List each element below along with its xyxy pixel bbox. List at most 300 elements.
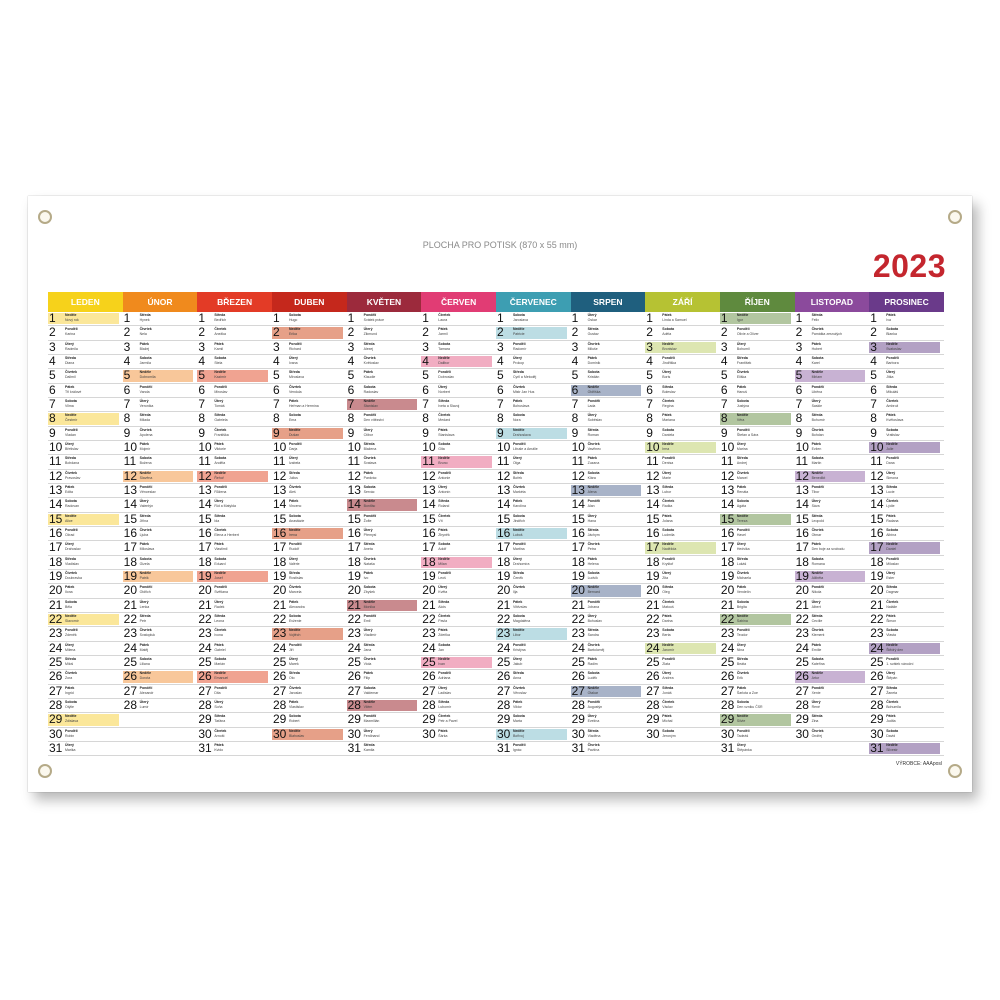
weekday-label: Pondělí [811,585,825,590]
weekday-label: Úterý [811,499,821,504]
weekday-label: Sobota [662,527,675,532]
day-number: 19 [496,569,511,583]
weekday-label: Neděle [736,613,749,618]
weekday-label: Středa [363,742,375,747]
weekday-label: Středa [811,613,823,618]
day-number: 1 [123,312,131,325]
day-row [421,498,496,512]
name-day-label: Petra [587,547,596,552]
weekday-label: Úterý [139,398,149,403]
day-row [869,670,944,684]
day-row [48,742,123,756]
weekday-label: Čtvrtek [662,699,675,704]
name-day-label: Jana [363,647,372,652]
day-number: 5 [198,369,205,383]
weekday-label: Středa [288,671,300,676]
day-row [197,498,272,512]
day-number: 31 [347,741,361,755]
day-number: 15 [795,512,809,526]
day-row [795,341,870,355]
day-row [645,685,720,699]
day-number: 23 [49,627,63,641]
name-day-label: Božena [139,461,152,466]
day-row [720,312,795,326]
day-number: 13 [646,483,660,497]
day-row [421,728,496,742]
day-row [795,728,870,742]
day-row [571,369,646,383]
day-number: 26 [646,670,660,684]
weekday-label: Neděle [139,370,152,375]
day-row [571,541,646,555]
day-number: 25 [720,655,735,669]
name-day-label: Silvestr [886,747,898,752]
day-row [197,728,272,742]
name-day-label: Kateřina [811,661,825,666]
name-day-label: Lenka [139,604,150,609]
weekday-label: Pondělí [363,714,377,719]
weekday-label: Sobota [512,513,525,518]
weekday-label: Středa [288,370,300,375]
weekday-label: Sobota [288,714,301,719]
name-day-label: Alice [65,518,73,523]
day-number: 15 [571,512,585,526]
weekday-label: Sobota [512,413,525,418]
day-row [645,699,720,713]
name-day-label: Antonie [438,475,451,480]
weekday-label: Sobota [363,685,376,690]
weekday-label: Čtvrtek [65,671,78,676]
name-day-label: Olivie a Oliver [736,332,759,337]
day-number: 7 [795,397,803,411]
name-day-label: Vladěna [587,733,601,738]
weekday-label: Středa [438,699,450,704]
day-row [645,398,720,412]
day-number: 6 [646,383,653,397]
day-number: 7 [49,397,56,411]
weekday-label: Pátek [886,413,896,418]
weekday-label: Pátek [736,484,747,489]
day-row [795,312,870,326]
month-column-5 [421,292,496,756]
day-number: 28 [198,698,212,712]
weekday-label: Úterý [363,527,373,532]
weekday-label: Pátek [438,527,448,532]
day-number: 20 [795,584,809,598]
weekday-label: Neděle [736,714,749,719]
day-number: 25 [347,655,361,669]
day-number: 17 [347,541,361,555]
day-row [421,656,496,670]
weekday-label: Úterý [512,556,522,561]
day-number: 12 [870,469,884,483]
weekday-label: Úterý [214,398,224,403]
name-day-label: Růžena [214,489,227,494]
day-number: 25 [49,655,63,669]
name-day-label: Aleš [288,489,296,494]
weekday-label: Úterý [65,542,74,547]
day-row [571,642,646,656]
day-row [496,627,571,641]
name-day-label: Natálie [886,604,898,609]
name-day-label: Igor [736,318,743,322]
day-row [272,713,347,727]
name-day-label: Mojmír [139,446,151,451]
day-row [272,470,347,484]
day-number: 11 [646,455,659,469]
day-row [869,742,944,756]
name-day-label: Zikmund [363,332,378,337]
day-number: 4 [272,354,280,368]
day-number: 15 [347,512,361,526]
name-day-label: Tamara [438,346,450,351]
name-day-label: Eduard [214,561,226,566]
day-row [795,384,870,398]
name-day-label: Hubert [811,346,823,351]
day-number: 5 [720,369,728,383]
day-number: 2 [123,326,131,340]
name-day-label: Naděžda [662,547,677,552]
day-row [869,699,944,713]
weekday-label: Neděle [139,570,152,575]
day-number: 13 [795,483,809,497]
weekday-label: Úterý [662,370,672,375]
weekday-label: Čtvrtek [512,585,525,590]
day-number: 9 [49,426,56,440]
name-day-label: Emil [363,618,371,623]
name-day-label: Klement [811,633,825,638]
weekday-label: Čtvrtek [587,742,600,747]
sunday-highlight [645,342,716,353]
day-number: 21 [496,598,511,612]
day-row [421,584,496,598]
name-day-label: Václav [662,704,673,709]
day-row [571,670,646,684]
day-number: 5 [795,369,803,383]
day-number: 30 [870,727,884,741]
day-number: 5 [646,369,653,383]
day-row [197,642,272,656]
day-number: 10 [571,440,585,454]
day-number: 20 [571,584,585,598]
day-row [645,556,720,570]
day-row [720,369,795,383]
day-number: 15 [646,512,660,526]
sunday-highlight [720,413,791,424]
name-day-label: Jaroslav [288,690,303,695]
weekday-label: Pondělí [587,398,601,403]
name-day-label: Gita [438,446,445,451]
day-row [48,613,123,627]
day-row [347,441,422,455]
name-day-label: Radka [662,504,673,509]
name-day-label: Ferdinand [363,733,380,738]
weekday-label: Pátek [811,341,821,346]
weekday-label: Sobota [662,628,675,633]
weekday-label: Sobota [65,699,77,704]
month-header: LISTOPAD [795,292,870,312]
day-number: 28 [496,698,511,712]
day-number: 20 [198,584,212,598]
weekday-label: Sobota [662,728,675,733]
day-row [48,398,123,412]
day-number: 27 [422,684,436,698]
day-row [795,713,870,727]
name-day-label: Valentýn [139,504,154,509]
day-number: 10 [422,440,436,454]
month-column-10 [795,292,870,756]
day-number: 24 [720,641,735,655]
day-number: 6 [49,383,56,397]
day-number: 6 [870,383,877,397]
day-row [571,455,646,469]
name-day-label: Boris [662,375,671,380]
weekday-label: Čtvrtek [438,313,451,317]
day-number: 22 [123,612,138,626]
weekday-label: Neděle [288,527,301,532]
day-row [272,312,347,326]
day-row [795,470,870,484]
day-number: 10 [795,440,809,454]
grommet-top-left-icon [38,210,52,224]
name-day-label: Radovan [65,504,80,509]
day-row [645,642,720,656]
name-day-label: Izabela [288,461,301,466]
month-header: BŘEZEN [197,292,272,312]
weekday-label: Úterý [886,570,896,575]
day-number: 7 [123,397,131,411]
day-number: 28 [795,698,809,712]
day-number: 24 [870,641,884,655]
weekday-label: Úterý [214,599,224,604]
day-row [272,656,347,670]
day-number: 11 [49,455,62,469]
weekday-label: Čtvrtek [512,384,525,389]
day-row [869,527,944,541]
day-row [197,441,272,455]
weekday-label: Sobota [886,427,899,432]
name-day-label: Věra [736,418,745,423]
day-number: 16 [272,526,287,540]
weekday-label: Středa [139,513,151,518]
day-row [571,728,646,742]
weekday-label: Pátek [288,398,299,403]
weekday-label: Pondělí [363,513,377,518]
day-number: 21 [571,598,585,612]
sunday-highlight [421,356,492,367]
day-number: 15 [198,512,212,526]
name-day-label: Kristián [587,375,600,380]
day-row [571,699,646,713]
weekday-label: Čtvrtek [512,685,525,690]
name-day-label: Tadeáš [736,733,749,738]
day-row [48,441,123,455]
weekday-label: Čtvrtek [811,628,824,633]
month-column-6 [496,292,571,756]
name-day-label: Adolf [438,547,447,552]
day-number: 22 [198,612,212,626]
weekday-label: Středa [587,327,599,332]
day-row [645,355,720,369]
weekday-label: Čtvrtek [886,398,899,403]
weekday-label: Úterý [886,370,896,375]
day-number: 14 [347,498,361,512]
name-day-label: Taťána [214,719,226,724]
name-day-label: Šarlota a Zoe [736,690,758,695]
weekday-label: Čtvrtek [214,728,227,733]
name-day-label: Blažena [363,446,377,451]
day-row [496,326,571,340]
day-number: 9 [123,426,131,440]
day-row [197,627,272,641]
day-row [720,326,795,340]
weekday-label: Neděle [438,556,450,561]
day-row [197,670,272,684]
weekday-label: Pondělí [886,456,899,461]
day-row [347,326,422,340]
name-day-label: Bořivoj [512,733,524,738]
weekday-label: Úterý [587,513,597,518]
day-number: 26 [198,670,212,684]
day-row [197,613,272,627]
day-row [48,326,123,340]
day-row [48,355,123,369]
day-number: 6 [720,383,728,397]
day-row [869,455,944,469]
day-row [347,484,422,498]
day-row [421,369,496,383]
day-row [496,513,571,527]
name-day-label: Rudolf [288,547,300,552]
day-row [496,670,571,684]
day-number: 1 [347,312,355,325]
name-day-label: Erik [736,676,743,681]
name-day-label: Štěpán [886,676,898,681]
weekday-label: Sobota [512,714,525,719]
day-number: 11 [198,455,211,469]
day-number: 30 [496,727,511,741]
day-row [272,742,347,756]
day-row [347,470,422,484]
weekday-label: Sobota [214,656,227,661]
weekday-label: Pondělí [288,441,302,446]
weekday-label: Čtvrtek [65,370,78,375]
name-day-label: Blahoslav [288,733,305,738]
name-day-label: Medard [438,418,451,423]
name-day-label: Leopold [811,518,825,523]
day-number: 24 [272,641,287,655]
day-row [869,369,944,383]
name-day-label: Helena [587,561,599,566]
name-day-label: Vilém [363,704,373,709]
weekday-label: Úterý [65,441,74,446]
day-row [645,312,720,326]
name-day-label: Oskar [587,318,597,322]
weekday-label: Úterý [512,355,522,360]
day-number: 24 [49,641,63,655]
day-number: 9 [795,426,803,440]
day-number: 14 [795,498,809,512]
day-number: 23 [272,627,287,641]
day-number: 22 [646,612,660,626]
name-day-label: Radek [214,604,225,609]
day-row [123,498,198,512]
weekday-label: Úterý [736,341,746,346]
name-day-label: Ivo [363,575,369,580]
name-day-label: Slavěna [139,475,153,480]
name-day-label: Boleslav [662,389,676,394]
day-row [347,556,422,570]
day-number: 9 [646,426,653,440]
name-day-label: Vendula [288,389,302,394]
weekday-label: Středa [214,413,226,418]
weekday-label: Neděle [65,714,77,719]
name-day-label: Bedřich [214,318,227,322]
day-row [272,699,347,713]
day-row [347,670,422,684]
weekday-label: Úterý [288,656,298,661]
day-row [123,412,198,426]
day-number: 26 [347,670,361,684]
day-row [347,599,422,613]
name-day-label: Iva [886,318,891,322]
day-row [496,312,571,326]
weekday-label: Sobota [363,384,376,389]
weekday-label: Neděle [65,613,77,618]
weekday-label: Neděle [438,355,450,360]
day-row [795,556,870,570]
day-row [272,599,347,613]
day-row [123,699,198,713]
day-row [720,384,795,398]
day-number: 1 [720,312,728,325]
name-day-label: Lubor [662,489,672,494]
day-row [272,355,347,369]
day-number: 30 [795,727,809,741]
day-row [48,412,123,426]
name-day-label: Žofie [363,518,372,523]
weekday-label: Pondělí [65,628,78,633]
day-number: 16 [795,526,809,540]
day-row [421,441,496,455]
name-day-label: Bořek [512,475,523,480]
weekday-label: Pátek [811,441,821,446]
name-day-label: Milena [65,647,76,652]
day-row [272,498,347,512]
weekday-label: Středa [512,470,524,475]
day-row [48,455,123,469]
day-row [421,484,496,498]
name-day-label: Vlastislav [288,704,304,709]
day-row [720,685,795,699]
day-number: 25 [571,655,585,669]
weekday-label: Sobota [587,570,600,575]
weekday-label: Čtvrtek [438,413,451,418]
day-row [347,312,422,326]
weekday-label: Pátek [587,556,597,561]
day-number: 28 [123,698,138,712]
weekday-label: Sobota [214,456,227,461]
name-day-label: Erika [288,332,297,337]
weekday-label: Úterý [363,327,373,332]
day-row [347,613,422,627]
weekday-label: Středa [214,313,226,317]
day-number: 5 [347,369,355,383]
weekday-label: Čtvrtek [587,341,600,346]
day-row [571,613,646,627]
day-number: 7 [496,397,504,411]
day-row [48,627,123,641]
